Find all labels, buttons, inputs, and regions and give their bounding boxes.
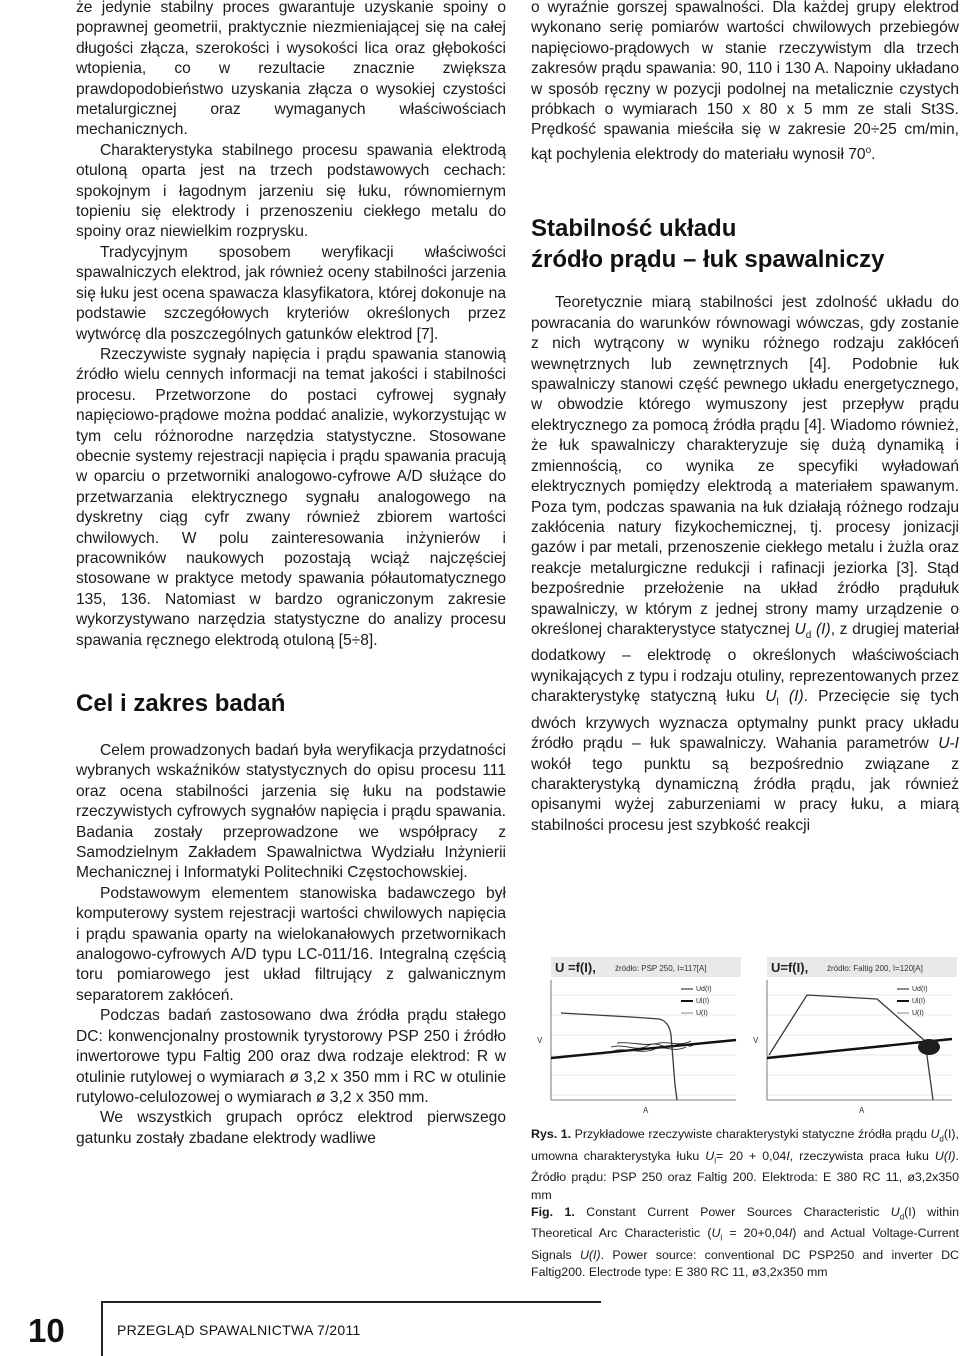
grid: [551, 995, 736, 1095]
chart-title-main: U =f(I),: [555, 960, 596, 975]
paragraph-theory: Teoretycznie miarą stabilności jest zdolność układu do powracania do warunków równowagi wówczas, gdy zostanie z nich wytrącony w wyniku różnego rodzaju zakłóceń wewnętrznych lub zewnętrznych [4]. Podobnie łuk spawalniczy stanowi część pewnego układu energetycznego, w obwodzie którego wymuszony jest przepływ prądu elektrycznego za pomocą źródła prądu [4]. Wiadomo również, że łuk spawalniczy charakteryzuje się dużą dynamiką i zmiennością, co wynika ze specyfiki wyładowań elektrycznych pomiędzy elektrodą a materiałem spawanym. Poza tym, podczas spawania na łuk działają różnego rodzaju zakłócenia natury fizykochemicznej, tj. procesy jonizacji gazów i par metali, przenoszenie ciekłego metalu i żużla oraz reakcje metalurgiczne redukcji i rafinacji jeziorka [3]. Stąd bezpośrednie przełożenie na układ źródło prądułuk spawalniczy, w którym z jednej strony mamy urządzenie o określonej charakterystyce statycznej $U_d$ (I), z drugiej materiał dodatkowy – elektrodę o określonych właściwościach wynikających z typu i rodzaju otuliny, reprezentowanych przez charakterystykę statyczną łuku $U_l$ (I). Przecięcie się tych dwóch krzywych wyznacza optymalny punkt pracy układu źródło prądu – łuk spawalniczy. Wahania parametrów U-I wokół tego punktu są bezpośrednio związane z charakterystyką dynamiczną źródła prądu, jak również opisanymi wyżej zaburzeniami w pracy łuku, a miarą stabilności procesu jest szybkość reakcji: [531, 294, 960, 834]
section-heading-aim: Cel i zakres badań: [76, 690, 286, 717]
paragraph-aim: Celem prowadzonych badań była weryfikacja przydatności wybranych wskaźników statystycznych do opisu procesu 111 oraz ocena stabilności jarzenia się łuku na podstawie rzeczywistych cyfrowych sygnałów napięcia i prądu spawania. Badania zostały przeprowadzone we współpracy z Samodzielnym Zakładem Spawalnictwa Wydziału Inżynierii Mechanicznej i Informatyki Politechniki Częstochowskiej.: [76, 742, 506, 882]
paragraph-sources: Podczas badań zastosowano dwa źródła prądu stałego DC: konwencjonalny prostownik tyrystorowy PSP 250 i źródło inwertorowe typu Faltig 200 oraz dwa rodzaje elektrod: R w otulinie rutylowej o wymiarach ø 3,2 x 350 mm i RC w otulinie rutylowo-celulozowej o wymiarach ø 3,2 x 350 mm.: [76, 1007, 506, 1106]
paragraph-process-characteristics: Charakterystyka stabilnego procesu spawania elektrodą otuloną oparta jest na trzech podstawowych cechach: spokojnym i łagodnym jarzeniu się łuku, równomiernym topieniu się elektrody i przenoszeniu ciekłego metalu do spoiny oraz niewielkim rozprysku.: [76, 141, 506, 241]
ul-line: [551, 1040, 736, 1058]
paragraph-signals: Rzeczywiste sygnały napięcia i prądu spawania stanowią źródło wielu cennych informacji na temat jakości i stabilności procesu. Przetworzone do postaci cyfrowej sygnały napięciowo-prądowe można poddać analizie, wykorzystując w tym celu różnorodne narzędzia statystyczne. Stosowane obecnie systemy rejestracji napięcia i prądu spawania pracują w oparciu o przetworniki analogowo-cyfrowe A/D służące do przetwarzania elektrycznego sygnału analogowego na dyskretny ciąg cyfr zwany również zbiorem wartości chwilowych. W polu zainteresowania inżynierów i pracowników naukowych pozostają wciąż najczęściej stosowane w praktyce metody spawania półautomatycznego 135, 136. Natomiast w bardzo ograniczonym zakresie wykorzystywano narzędzia statystyczne do analizy procesu spawania ręcznego elektrodą otuloną [5÷8].: [76, 345, 506, 649]
journal-name: PRZEGLĄD SPAWALNICTWA 7/2011: [117, 1322, 361, 1338]
paragraph-traditional-verification: Tradycyjnym sposobem weryfikacji właściwości spawalniczych elektrod, jak również oceny stabilności jarzenia się łuku jest ocena spawacza klasyfikatora, której dokonuje na podstawie szczegółowych kryteriów określonych przez wytwórcę dla poszczególnych gatunków elektrod [7].: [76, 243, 506, 343]
svg-text:U(I): U(I): [912, 1010, 924, 1017]
y-axis-label: V: [753, 1036, 759, 1045]
page-number: 10: [28, 1312, 65, 1349]
caption-english: Fig. 1. Constant Current Power Sources Characteristic $U_d(I)$ within Theoretical Arc Characteristic $(U_l = 20+0,04I)$ and Actual Voltage-Current Signals U(I). Power source: conventional DC PSP250 and inverter DC Faltig200. Electrode type: E 380 RC 11, ø3,2x350 mm: [531, 1204, 960, 1280]
chart-title-sub: źródło: Faltig 200, I=120[A]: [827, 964, 923, 973]
caption-polish: Rys. 1. Przykładowe rzeczywiste charakterystyki statyczne źródła prądu $U_d(I)$, umowna charakterystyka łuku $U_l= 20 + 0,04I$, rzeczywista praca łuku U(I). Źródło prądu: PSP 250 oraz Faltig 200. Elektroda: E 380 RC 11, ø3,2x350 mm: [531, 1127, 959, 1202]
svg-text:Ud(I): Ud(I): [696, 986, 712, 993]
ud-curve: [769, 995, 933, 1100]
svg-text:Ud(I): Ud(I): [912, 986, 928, 993]
chart-title-main: U=f(I),: [771, 960, 809, 975]
footer-rule-vertical: [101, 1301, 103, 1356]
figure-caption: [531, 1126, 959, 1282]
left-column: [76, 0, 506, 1149]
paragraph-measurements: o wyraźnie gorszej spawalności. Dla każdej grupy elektrod wykonano serię pomiarów wartości chwilowych przebiegów napięciowo-prądowych w stanie rzeczywistym dla trzech zakresów prądu spawania: 90, 110 i 130 A. Napoiny układano w sposób ręczny w pozycji podolnej na metalicznie czystych próbkach o wymiarach 150 x 80 x 5 mm ze stali St3S. Prędkość spawania mieściła się w zakresie 20÷25 cm/min, kąt pochylenia elektrody do materiału wynosił 70$^o$.: [531, 0, 959, 164]
svg-text:Ul(I): Ul(I): [912, 998, 926, 1005]
x-axis-label: A: [859, 1106, 865, 1115]
chart-legend: [681, 986, 712, 1017]
svg-text:U(I): U(I): [696, 1010, 708, 1017]
section-heading-stability: [531, 213, 959, 275]
paragraph-stability-intro: że jedynie stabilny proces gwarantuje uzyskanie spoiny o poprawnej geometrii, praktycznie niezmieniającej się na całej długości złącza, szerokości i wysokości lica oraz głębokości wtopienia, co w rezultacie znacznie zwiększa prawdopodobieństwo uzyskania złącza o wysokiej czystości metalurgicznej oraz wymaganych właściwościach mechanicznych.: [76, 0, 506, 139]
figure-characteristics: [531, 955, 959, 1120]
svg-text:Ul(I): Ul(I): [696, 998, 710, 1005]
x-axis-label: A: [643, 1106, 649, 1115]
section-heading-line-1: Stabilność układu: [531, 215, 737, 243]
chart-title-sub: źródło: PSP 250, I=117[A]: [615, 964, 707, 973]
section-heading-line-2: źródło prądu – łuk spawalniczy: [531, 246, 885, 274]
chart-faltig200: [747, 955, 959, 1115]
chart-legend: [897, 986, 928, 1017]
degree-mark: o: [865, 144, 872, 156]
y-axis-label: V: [537, 1036, 543, 1045]
paragraph-stand: Podstawowym elementem stanowiska badawczego był komputerowy system rejestracji wartości chwilowych napięcia i prądu spawania oparty na wielokanałowych przetwornikach analogowo-cyfrowych A/D typu LC-011/16. Integralną częścią toru pomiarowego jest układ filtrujący z galwanicznym separatorem zakłóceń.: [76, 884, 506, 1004]
right-column: [531, 0, 959, 836]
paragraph-groups: We wszystkich grupach oprócz elektrod pierwszego gatunku zostały zbadane elektrody wadliwe: [76, 1109, 506, 1147]
footer-rule-horizontal: [101, 1301, 601, 1303]
chart-psp250: [531, 955, 743, 1115]
uI-cluster: [918, 1039, 940, 1055]
